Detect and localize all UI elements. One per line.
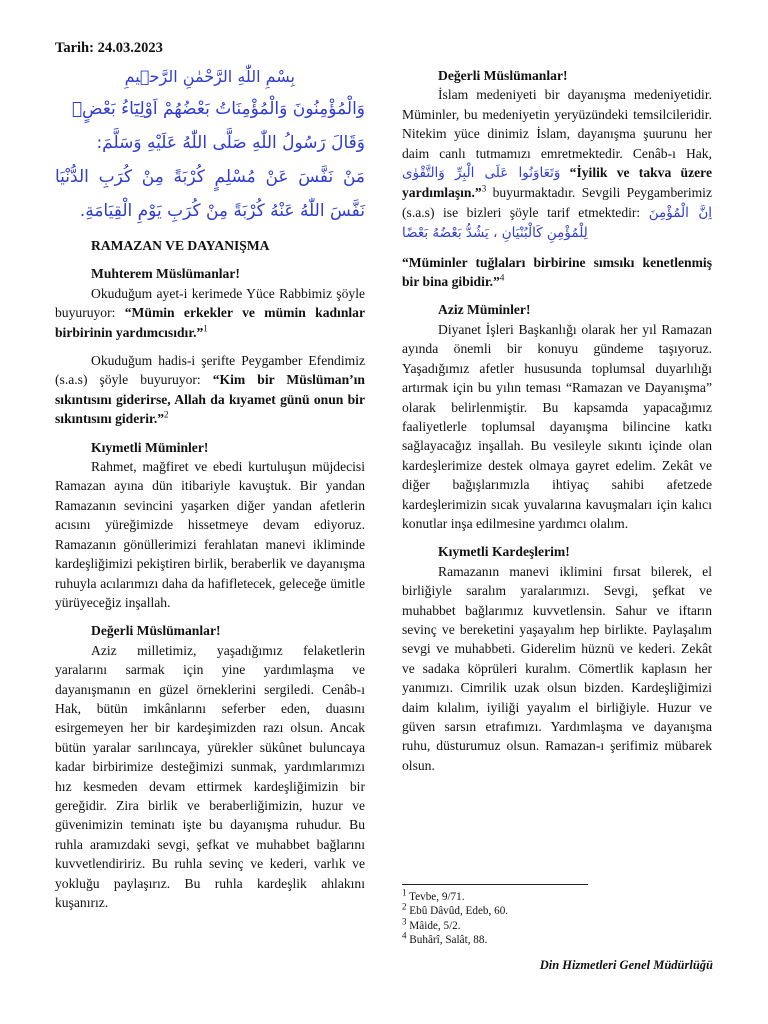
left-column <box>55 62 365 912</box>
footnote-2: $^2$ Ebû Dâvûd, Edeb, 60. <box>402 901 509 918</box>
heading-degerli-1: Değerli Müslümanlar! <box>91 623 221 639</box>
heading-kiymetli-muminler: Kıymetli Müminler! <box>91 439 209 455</box>
heading-aziz-muminler: Aziz Müminler! <box>438 302 531 318</box>
heading-muhterem: Muhterem Müslümanlar! <box>91 266 240 282</box>
footnote-4: $^4$ Buhârî, Salât, 88. <box>402 930 488 947</box>
signature: Din Hizmetleri Genel Müdürlüğü <box>539 958 713 972</box>
right-column <box>402 66 712 775</box>
paragraph-ayet: Okuduğum ayet-i kerimede Yüce Rabbimiz şöyle buyuruyor: “Mümin erkekler ve mümin kadınlar birbirinin yardımcısıdır.”$^1$ <box>55 285 365 340</box>
footnote-1: $^1$ Tevbe, 9/71. <box>402 887 465 903</box>
paragraph-hadis: Okuduğum hadis-i şerifte Peygamber Efendimiz (s.a.s) şöyle buyuruyor: “Kim bir Müslüman’ın sıkıntısını giderirse, Allah da kıyamet günü onun bir sıkıntısını giderir.”$^2$ <box>55 353 365 427</box>
heading-kiymetli-kardeslerim: Kıymetli Kardeşlerim! <box>438 544 570 560</box>
ayet-inline-arabic: وَتَعَاوَنُوا عَلَى الْبِرِّ وَالتَّقْوٰى <box>402 165 561 182</box>
paragraph-ramazan-iklimi: Ramazanın manevi iklimini fırsat bilerek, el birliğiyle saralım yaralarımızı. Sevgi, şefkat ve muhabbet bağlarımız kuvvetlensin. Sahur ve iftarın sevinç ve bereketini yaşayalım hep birlikte. Paylaşalım sevgi ve muhabbeti. Giderelim hüznü ve kederi. Zekât ve sadaka köprüleri kuralım. Cömertlik kaplasın her yanımızı. Cimrilik uzak olsun bizden. Kardeşliğimizi daim kılalım, iyiliği yayalım el birliğiyle. Huzur ve güven sarsın etrafımızı. Yardımlaşma ve dayanışma ruhu, düsturumuz olsun. Ramazan-ı şerifimiz mübarek olsun. <box>402 563 712 773</box>
paragraph-islam-medeniyeti: İslam medeniyeti bir dayanışma medeniyetidir. Müminler, bu medeniyetin yeryüzündeki temsilcileridir. Nitekim yüce dinimiz İslam, dayanışma şuurunu her daim canlı tutmamızı emretmektedir. Cenâb-ı Hak, وَتَعَاوَنُوا عَلَى الْبِرِّ وَالتَّقْوٰى “İyilik ve takva üzere yardımlaşın.”$^3$ buyurmaktadır. Sevgili Peygamberimiz (s.a.s) ise bizleri şöyle tarif etmektedir: اِنَّ الْمُؤْمِنَ لِلْمُؤْمِنِ كَالْبُنْيَانِ ، يَشُدُّ بَعْضُهُ بَعْضًا <box>402 87 712 242</box>
sermon-date: Tarih: 24.03.2023 <box>55 40 163 56</box>
paragraph-rahmet: Rahmet, mağfiret ve ebedi kurtuluşun müjdecisi Ramazan ayına dün itibariyle kavuştuk. Bir yandan Ramazanın sevincini yaşarken diğer yandan afetlerin acısını yüreğimizde hissetmeye devam ediyoruz. Ramazanın gönüllerimizi ferahlatan manevi ikliminde kardeşliğimizi pekiştiren birlik, beraberlik ve dayanışma ruhuyla acılarımızı daha da hafifletecek, geleceğe ümitle yürüyeceğiz inşallah. <box>55 459 365 610</box>
sermon-title: RAMAZAN VE DAYANIŞMA <box>91 238 270 253</box>
paragraph-aziz-milletimiz: Aziz milletimiz, yaşadığımız felaketlerin yaralarını sarmak için yine yardımlaşma ve dayanışmanın en güzel örneklerini sergiledi. Cenâb-ı Hak, bütün imkânlarını seferber eden, duasını esirgemeyen her bir kardeşimizden razı olsun. Ancak bütün yaralar sarılıncaya, yürekler sükûnet buluncaya kadar birbirimize desteğimizi sunmak, yardımlarımızı hız kesmeden devam ettirmek kardeşliğimizin bir gereğidir. Zira birlik ve beraberliğimizin, huzur ve güvenimizin teminatı işte bu dayanışma ruhudur. Bu ruhla aramızdaki sevgi, şefkat ve muhabbet bağlarını kuvvetlendiririz. Bu ruhla sevinç ve kederi, varlık ve yokluğu paylaşırız. Bu ruhla kardeşlik ahlakını kuşanırız. <box>55 642 365 910</box>
quote-muminler: “Müminler tuğlaları birbirine sımsıkı kenetlenmiş bir bina gibidir.”$^4$ <box>402 254 712 290</box>
paragraph-diyanet: Diyanet İşleri Başkanlığı olarak her yıl Ramazan ayında önemli bir konuyu gündeme taşıyoruz. Yaşadığımız afetler hususunda toplumsal duyarlılığı artırmak için bu yılın teması “Ramazan ve Dayanışma” olarak belirlenmiştir. Bu kapsamda yapacağımız faaliyetlerle toplumsal dayanışma bilincine katkı sağlayacağız inşallah. Bu vesileyle sıkıntı içinde olan kardeşlerimize destek olmaya gayret edelim. Zekât ve diğer bağışlarımızla ihtiyaç sahibi afetzede kardeşlerimizin sıcak yuvalarına kavuşmaları için kalıcı konutlar inşa edilmesine yardımcı olalım. <box>402 321 712 531</box>
footnote-divider <box>402 884 588 885</box>
besmele-arabic: بِسْمِ اللّٰهِ الرَّحْمٰنِ الرَّح۪يمِ <box>124 67 295 86</box>
hadis-arabic: مَنْ نَفَّسَ عَنْ مُسْلِمٍ كُرْبَةً مِنْ كُرَبِ الدُّنْيَا نَفَّسَ اللّٰهُ عَنْهُ كُرْبَةً مِنْ كُرَبِ يَوْمِ الْقِيَامَةِ. <box>55 167 365 221</box>
hadis-inline-arabic: اِنَّ الْمُؤْمِنَ لِلْمُؤْمِنِ كَالْبُنْيَانِ ، يَشُدُّ بَعْضُهُ بَعْضًا <box>402 204 712 242</box>
hadis-intro-arabic: وَقَالَ رَسُولُ اللّٰهِ صَلَّى اللّٰهُ عَلَيْهِ وَسَلَّمَ: <box>96 133 365 153</box>
ayet-arabic: وَالْمُؤْمِنُونَ وَالْمُؤْمِنَاتُ بَعْضُهُمْ اَوْلِيَٓاءُ بَعْضٍۢ <box>71 99 365 119</box>
heading-degerli-2: Değerli Müslümanlar! <box>438 68 568 83</box>
footnote-3: $^3$ Mâide, 5/2. <box>402 916 461 932</box>
footnotes <box>402 887 712 948</box>
